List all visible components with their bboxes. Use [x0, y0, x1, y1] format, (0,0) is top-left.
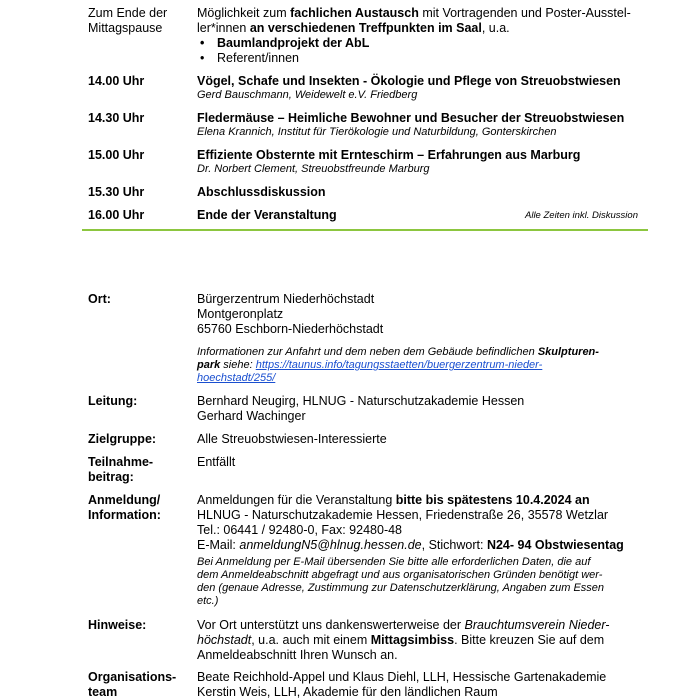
schedule-item: [197, 111, 657, 139]
ort-link-b[interactable]: hoechstadt/255/: [197, 372, 276, 384]
schedule-time: 15.30 Uhr: [88, 185, 145, 199]
hinweise-l2b: , u.a. auch mit einem: [251, 633, 371, 647]
hinweise-l2a: höchstadt: [197, 633, 252, 647]
schedule-item: [197, 74, 657, 102]
schedule-title: Fledermäuse – Heimliche Bewohner und Besucher der Streuobstwiesen: [197, 111, 625, 125]
schedule-time: 16.00 Uhr: [88, 208, 145, 222]
anmeldung-email[interactable]: anmeldungN5@hlnug.hessen.de: [239, 538, 422, 552]
bullet-item: [197, 36, 657, 51]
ort-label: Ort:: [88, 292, 111, 306]
bullet-icon: •: [200, 36, 205, 50]
anmeldung-l2: HLNUG - Naturschutzakademie Hessen, Friedenstraße 26, 35578 Wetzlar: [197, 508, 609, 522]
schedule-title: Vögel, Schafe und Insekten - Ökologie und Pflege von Streuobstwiesen: [197, 74, 621, 88]
schedule-time: 14.00 Uhr: [88, 74, 145, 88]
anmeldung-label1: Anmeldung/: [88, 493, 161, 507]
ort-line2: Montgeronplatz: [197, 307, 284, 321]
teilnahme-label2: beitrag:: [88, 470, 134, 484]
hinweise-label: Hinweise:: [88, 618, 147, 632]
teilnahme-label1: Teilnahme-: [88, 455, 154, 469]
intro-time: [88, 6, 167, 36]
bullet-icon: •: [200, 51, 205, 65]
ort-note-a: Informationen zur Anfahrt und dem neben dem Gebäude befindlichen: [197, 346, 538, 358]
ort-link-a[interactable]: https://taunus.info/tagungsstaetten/buergerzentrum-nieder-: [255, 359, 543, 371]
anmeldung-l4c: , Stichwort:: [421, 538, 487, 552]
orga-label2: team: [88, 685, 118, 699]
orga-line2: Kerstin Weis, LLH, Akademie für den ländlichen Raum: [197, 685, 498, 699]
ort-note: [197, 346, 637, 385]
anmeldung-note: [197, 556, 647, 608]
intro-text-f: , u.a.: [481, 21, 510, 35]
intro-text-e: an verschiedenen Treffpunkten im Saal: [249, 21, 482, 35]
anmeldung-l4a: E-Mail:: [197, 538, 240, 552]
ort-line1: Bürgerzentrum Niederhöchstadt: [197, 292, 375, 306]
bullet-label: Referent/innen: [217, 51, 300, 65]
intro-text-a: Möglichkeit zum: [197, 6, 291, 20]
hinweise-l1a: Vor Ort unterstützt uns dankenswerterweise der: [197, 618, 465, 632]
ort-value: [197, 292, 657, 337]
anmeldung-note-line: dem Anmeldeabschnitt abgefragt und aus organisatorischen Gründen benötigt wer-: [197, 569, 603, 581]
hinweise-l2c: Mittagsimbiss: [370, 633, 455, 647]
anmeldung-label: [88, 493, 161, 523]
intro-text-d: ler*innen: [197, 21, 250, 35]
leitung-label: Leitung:: [88, 394, 138, 408]
intro-time-line2: Mittagspause: [88, 21, 163, 35]
intro-text-c: mit Vortragenden und Poster-Ausstel-: [418, 6, 631, 20]
anmeldung-stichwort: N24- 94 Obstwiesentag: [486, 538, 624, 552]
hinweise-value: [197, 618, 657, 663]
schedule-speaker: Dr. Norbert Clement, Streuobstfreunde Marburg: [197, 163, 430, 175]
schedule-title: Abschlussdiskussion: [197, 185, 326, 199]
schedule-item: [197, 148, 657, 176]
bullet-item: [197, 51, 657, 66]
intro-time-line1: Zum Ende der: [88, 6, 168, 20]
intro-text: [197, 6, 657, 66]
leitung-line2: Gerhard Wachinger: [197, 409, 306, 423]
schedule-time: 14.30 Uhr: [88, 111, 145, 125]
teilnahme-label: [88, 455, 153, 485]
schedule-title: Ende der Veranstaltung: [197, 208, 337, 222]
ort-note-c: park: [197, 359, 221, 371]
orga-label: [88, 670, 176, 700]
intro-bullet-list: [197, 36, 657, 66]
ort-note-d: siehe:: [220, 359, 256, 371]
anmeldung-note-line: Bei Anmeldung per E-Mail übersenden Sie bitte alle erforderlichen Daten, die auf: [197, 556, 591, 568]
ort-note-b: Skulpturen-: [537, 346, 599, 358]
orga-label1: Organisations-: [88, 670, 177, 684]
bullet-label: Baumlandprojekt der AbL: [217, 36, 370, 50]
hinweise-l2d: . Bitte kreuzen Sie auf dem: [454, 633, 605, 647]
anmeldung-label2: Information:: [88, 508, 161, 522]
hinweise-l1b: Brauchtumsverein Nieder-: [464, 618, 610, 632]
anmeldung-l1b: bitte bis spätestens 10.4.2024 an: [395, 493, 590, 507]
anmeldung-l1a: Anmeldungen für die Veranstaltung: [197, 493, 396, 507]
zielgruppe-value: Alle Streuobstwiesen-Interessierte: [197, 432, 387, 446]
orga-line1: Beate Reichhold-Appel und Klaus Diehl, LLH, Hessische Gartenakademie: [197, 670, 607, 684]
section-divider: [82, 229, 648, 231]
intro-text-b: fachlichen Austausch: [290, 6, 419, 20]
schedule-speaker: Gerd Bauschmann, Weidewelt e.V. Friedberg: [197, 89, 418, 101]
schedule-time: 15.00 Uhr: [88, 148, 145, 162]
anmeldung-l3: Tel.: 06441 / 92480-0, Fax: 92480-48: [197, 523, 403, 537]
hinweise-l3: Anmeldeabschnitt Ihren Wunsch an.: [197, 648, 398, 662]
orga-value: [197, 670, 657, 700]
anmeldung-value: [197, 493, 657, 553]
schedule-note: Alle Zeiten inkl. Diskussion: [525, 210, 638, 221]
schedule-title: Effiziente Obsternte mit Ernteschirm – Erfahrungen aus Marburg: [197, 148, 581, 162]
anmeldung-note-line: den (genaue Adresse, Zustimmung zur Datenschutzerklärung, Angaben zum Essen: [197, 582, 605, 594]
ort-line3: 65760 Eschborn-Niederhöchstadt: [197, 322, 384, 336]
leitung-line1: Bernhard Neugirg, HLNUG - Naturschutzakademie Hessen: [197, 394, 525, 408]
teilnahme-value: Entfällt: [197, 455, 236, 469]
anmeldung-note-line: etc.): [197, 595, 219, 607]
zielgruppe-label: Zielgruppe:: [88, 432, 157, 446]
leitung-value: [197, 394, 657, 424]
schedule-speaker: Elena Krannich, Institut für Tierökologie und Naturbildung, Gonterskirchen: [197, 126, 557, 138]
